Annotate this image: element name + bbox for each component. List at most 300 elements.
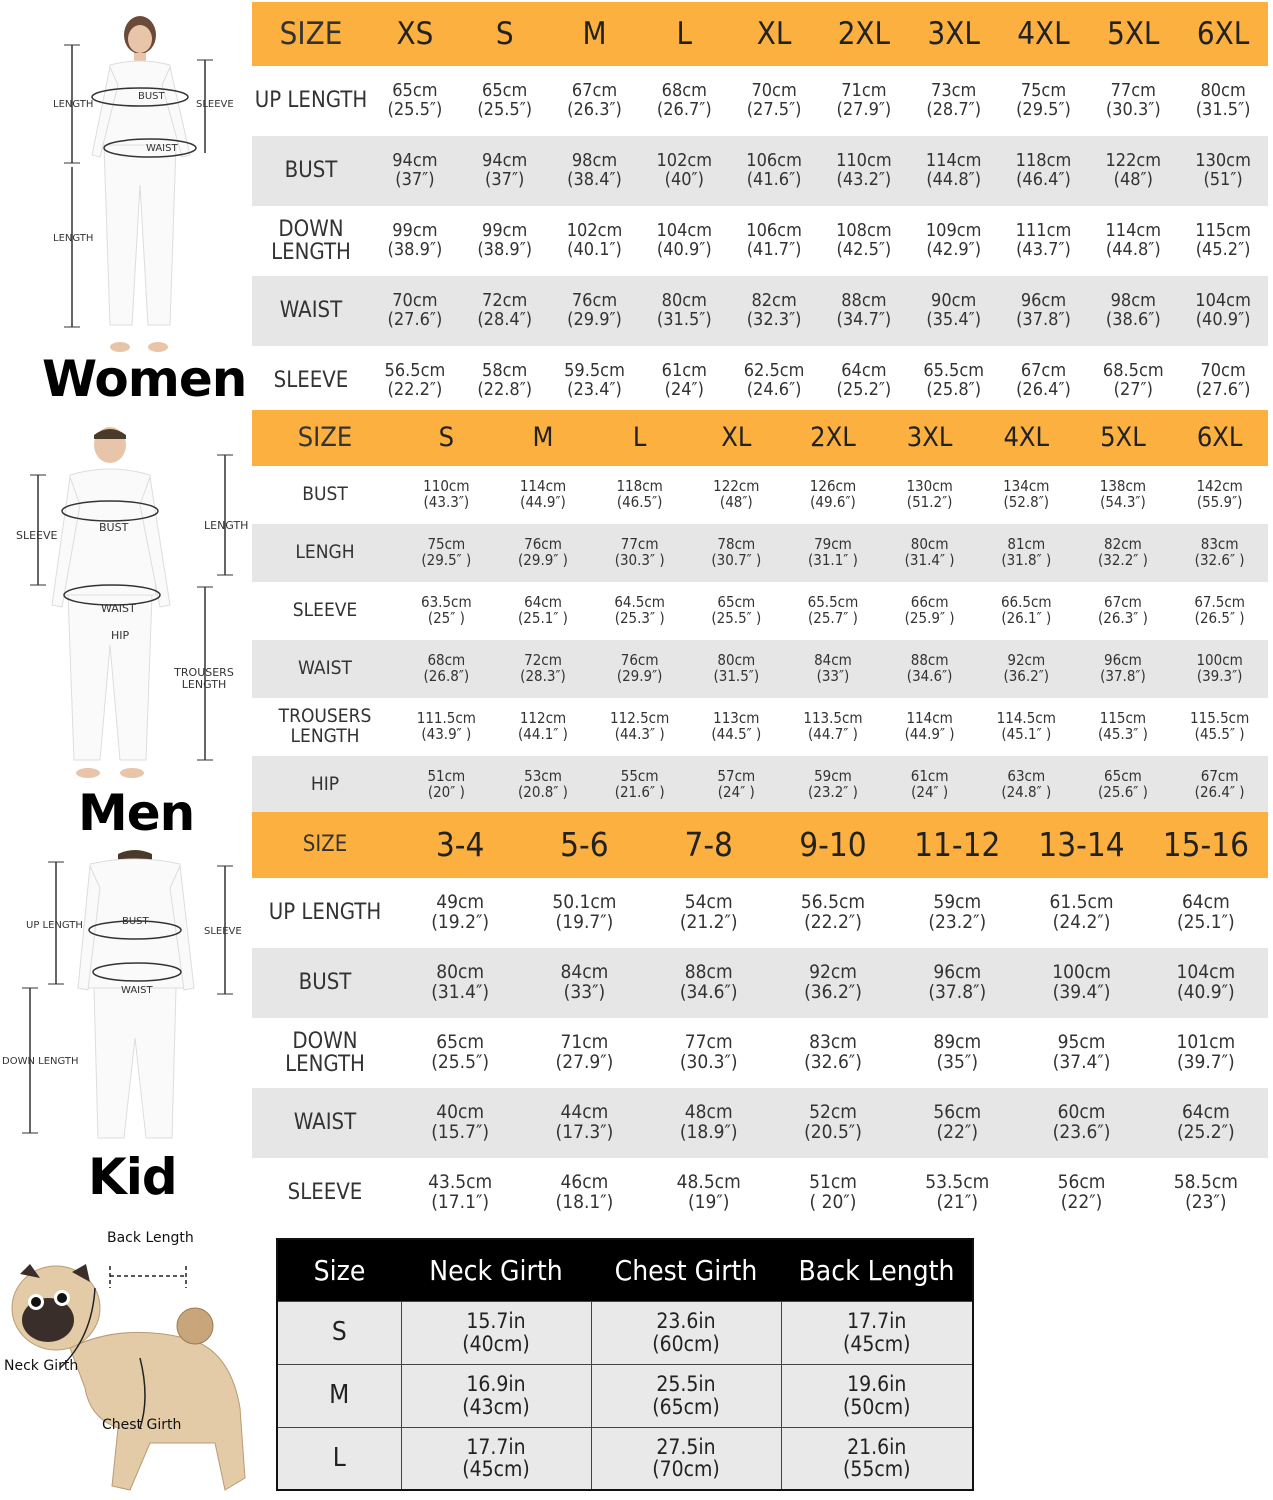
kid-bust-label: BUST <box>122 916 149 927</box>
imperial-value: (40.9″) <box>1176 981 1235 1003</box>
dog-back-length-label: Back Length <box>107 1230 194 1246</box>
metric-value: 63cm <box>1007 767 1046 786</box>
metric-value: 104cm <box>656 220 713 242</box>
metric-value: 67cm <box>571 80 618 102</box>
imperial-value: (26.5″ ) <box>1194 609 1245 627</box>
metric-value: 118cm <box>616 477 663 496</box>
imperial-value: (28.7″) <box>926 99 982 120</box>
table-row <box>252 756 1268 814</box>
imperial-value: (36.2″) <box>804 981 862 1003</box>
metric-value: 101cm <box>1176 1031 1236 1054</box>
table-cell <box>401 1427 591 1490</box>
imperial-value: (39.4″) <box>1052 981 1111 1003</box>
metric-value: 80cm <box>661 290 707 312</box>
men-label: Men <box>78 784 195 842</box>
metric-value: 111.5cm <box>416 709 476 728</box>
table-cell <box>639 276 729 346</box>
imperial-value: (38.9″) <box>477 239 533 260</box>
imperial-value: (29.9″) <box>567 309 622 330</box>
table-cell <box>401 1364 591 1427</box>
table-row <box>252 1018 1268 1088</box>
kid-up-length-label: UP LENGTH <box>26 920 83 931</box>
women-size-4xl: 4XL <box>999 2 1089 66</box>
imperial-value: 27.5in <box>656 1435 716 1460</box>
imperial-value: (18.1″) <box>555 1191 614 1213</box>
table-cell <box>1075 524 1172 582</box>
metric-value: 82cm <box>751 290 797 312</box>
metric-value: 64cm <box>1181 1101 1230 1124</box>
imperial-value: (30.3″) <box>1105 99 1161 120</box>
men-row-label: HIP <box>252 756 398 814</box>
imperial-value: (37.8″) <box>1016 309 1071 330</box>
metric-value: 122cm <box>1105 150 1162 172</box>
table-cell <box>909 276 999 346</box>
metric-value: 60cm <box>1057 1101 1106 1124</box>
metric-value: (60cm) <box>652 1331 720 1356</box>
metric-value: 126cm <box>809 477 857 496</box>
table-cell <box>688 698 785 756</box>
imperial-value: (25.5″) <box>387 99 443 120</box>
table-cell <box>785 756 882 814</box>
metric-value: 88cm <box>684 961 733 984</box>
imperial-value: (24″ ) <box>717 783 755 801</box>
imperial-value: (24″) <box>664 379 704 400</box>
metric-value: (55cm) <box>842 1457 911 1482</box>
table-cell <box>1019 878 1143 948</box>
table-cell <box>771 948 895 1018</box>
kid-size-header: SIZE <box>252 812 398 878</box>
imperial-value: (19″) <box>687 1191 730 1213</box>
table-row <box>277 1364 973 1427</box>
men-size-4xl: 4XL <box>978 410 1075 466</box>
dog-size-label: S <box>277 1301 401 1364</box>
table-cell <box>591 466 688 524</box>
metric-value: 64cm <box>1181 891 1230 914</box>
metric-value: 68.5cm <box>1102 360 1164 382</box>
table-cell <box>909 66 999 136</box>
table-cell <box>1088 346 1178 416</box>
imperial-value: (22″) <box>1060 1191 1103 1213</box>
men-size-6xl: 6XL <box>1171 410 1268 466</box>
imperial-value: (45.1″ ) <box>1001 725 1052 743</box>
women-waist-label: WAIST <box>146 143 178 154</box>
table-cell <box>688 466 785 524</box>
men-size-2xl: 2XL <box>785 410 882 466</box>
table-cell <box>647 1158 771 1228</box>
women-label: Women <box>42 350 247 408</box>
men-bust-label: BUST <box>99 521 129 534</box>
men-row-label: LENGH <box>252 524 398 582</box>
metric-value: 78cm <box>717 535 756 554</box>
imperial-value: 15.7in <box>466 1309 526 1334</box>
table-cell <box>1019 948 1143 1018</box>
metric-value: 64cm <box>841 360 887 382</box>
table-cell <box>978 524 1075 582</box>
metric-value: 82cm <box>1104 535 1142 554</box>
table-cell <box>460 136 550 206</box>
men-sleeve-label: SLEEVE <box>16 529 58 542</box>
kid-waist-label: WAIST <box>121 985 153 996</box>
men-row-label: BUST <box>252 466 398 524</box>
dog-size-label: L <box>277 1427 401 1490</box>
men-waist-label: WAIST <box>101 602 136 615</box>
imperial-value: (35.4″) <box>926 309 982 330</box>
women-row-label: BUST <box>252 136 370 206</box>
metric-value: 92cm <box>809 961 857 984</box>
metric-value: 49cm <box>436 891 485 914</box>
men-size-m: M <box>495 410 592 466</box>
table-cell <box>688 524 785 582</box>
imperial-value: (29.9″) <box>616 667 663 685</box>
imperial-value: (37.8″) <box>1100 667 1146 685</box>
kid-size-5-6: 5-6 <box>522 812 646 878</box>
metric-value: (40cm) <box>462 1331 530 1356</box>
metric-value: 100cm <box>1196 651 1243 670</box>
metric-value: 71cm <box>841 80 887 102</box>
imperial-value: (43.2″) <box>836 169 892 190</box>
table-cell <box>771 878 895 948</box>
imperial-value: (34.6″) <box>679 981 738 1003</box>
table-cell <box>639 66 729 136</box>
women-size-2xl: 2XL <box>819 2 909 66</box>
imperial-value: (29.5″) <box>1016 99 1071 120</box>
kid-size-15-16: 15-16 <box>1144 812 1268 878</box>
table-cell <box>999 66 1089 136</box>
dog-size-table <box>276 1238 974 1491</box>
imperial-value: (26.3″ ) <box>1097 609 1148 627</box>
imperial-value: (44.9″ ) <box>904 725 955 743</box>
metric-value: 115cm <box>1099 709 1147 728</box>
metric-value: 79cm <box>814 535 852 554</box>
imperial-value: (42.5″) <box>836 239 892 260</box>
table-cell <box>398 1088 522 1158</box>
metric-value: 67cm <box>1104 593 1142 612</box>
metric-value: 104cm <box>1195 290 1251 312</box>
metric-value: 61.5cm <box>1049 891 1114 914</box>
table-cell <box>398 698 495 756</box>
kid-size-table <box>252 812 1268 1228</box>
dog-column-header: Back Length <box>781 1239 973 1301</box>
metric-value: 102cm <box>656 150 713 172</box>
women-row-label: DOWN LENGTH <box>252 206 370 276</box>
table-cell <box>999 206 1089 276</box>
imperial-value: (19.7″) <box>555 911 614 933</box>
imperial-value: (38.9″) <box>387 239 443 260</box>
imperial-value: (51″) <box>1203 169 1243 190</box>
imperial-value: (43.3″) <box>423 493 470 511</box>
table-cell <box>591 582 688 640</box>
metric-value: 84cm <box>560 961 609 984</box>
imperial-value: (29.9″ ) <box>518 551 568 569</box>
table-cell <box>909 346 999 416</box>
men-row-label: WAIST <box>252 640 398 698</box>
metric-value: 71cm <box>560 1031 609 1054</box>
metric-value: 111cm <box>1015 220 1072 242</box>
table-row <box>252 640 1268 698</box>
table-row <box>252 582 1268 640</box>
table-cell <box>785 582 882 640</box>
table-cell <box>398 582 495 640</box>
kid-size-13-14: 13-14 <box>1019 812 1143 878</box>
table-cell <box>771 1018 895 1088</box>
table-cell <box>1088 206 1178 276</box>
imperial-value: (44.1″ ) <box>518 725 568 743</box>
table-cell <box>729 346 819 416</box>
imperial-value: (22.8″) <box>477 379 533 400</box>
imperial-value: (40.9″) <box>1195 309 1251 330</box>
metric-value: 67cm <box>1020 360 1067 382</box>
imperial-value: (25.1″) <box>1176 911 1235 933</box>
imperial-value: (29.5″ ) <box>421 551 472 569</box>
table-cell <box>398 640 495 698</box>
imperial-value: (17.1″) <box>431 1191 490 1213</box>
imperial-value: (52.8″) <box>1003 493 1050 511</box>
table-cell <box>522 948 646 1018</box>
imperial-value: (31.5″) <box>713 667 760 685</box>
metric-value: 72cm <box>524 651 562 670</box>
imperial-value: (25.6″ ) <box>1097 783 1148 801</box>
women-length-bottom-label: LENGTH <box>53 233 94 244</box>
table-cell <box>370 206 460 276</box>
table-cell <box>639 346 729 416</box>
table-row <box>277 1427 973 1490</box>
table-cell <box>495 640 592 698</box>
kid-size-9-10: 9-10 <box>771 812 895 878</box>
men-size-5xl: 5XL <box>1075 410 1172 466</box>
imperial-value: (23.2″) <box>928 911 987 933</box>
table-row <box>252 136 1268 206</box>
women-length-top-label: LENGTH <box>53 99 94 110</box>
table-cell <box>398 878 522 948</box>
kid-row-label: SLEEVE <box>252 1158 398 1228</box>
metric-value: 134cm <box>1003 477 1050 496</box>
table-cell <box>978 466 1075 524</box>
imperial-value: (21.6″ ) <box>614 783 665 801</box>
metric-value: 94cm <box>482 150 528 172</box>
metric-value: 70cm <box>392 290 438 312</box>
metric-value: 80cm <box>717 651 756 670</box>
table-cell <box>522 1018 646 1088</box>
metric-value: 65cm <box>392 80 438 102</box>
table-cell <box>591 1301 781 1364</box>
metric-value: 64cm <box>524 593 562 612</box>
metric-value: 115.5cm <box>1190 709 1250 728</box>
metric-value: 114cm <box>925 150 982 172</box>
imperial-value: (37″) <box>395 169 435 190</box>
metric-value: 77cm <box>684 1031 733 1054</box>
table-row <box>252 206 1268 276</box>
table-cell <box>522 1088 646 1158</box>
metric-value: 114cm <box>906 709 953 728</box>
metric-value: (45cm) <box>842 1331 911 1356</box>
table-cell <box>1075 466 1172 524</box>
metric-value: (70cm) <box>652 1457 720 1482</box>
table-cell <box>781 1427 973 1490</box>
metric-value: 113cm <box>713 709 760 728</box>
kid-label: Kid <box>88 1148 177 1206</box>
table-cell <box>1144 1088 1268 1158</box>
metric-value: 56cm <box>933 1101 982 1124</box>
table-cell <box>522 878 646 948</box>
imperial-value: (22.2″) <box>804 911 862 933</box>
metric-value: 114cm <box>1105 220 1162 242</box>
table-cell <box>370 276 460 346</box>
imperial-value: (27.5″) <box>746 99 802 120</box>
metric-value: 40cm <box>436 1101 485 1124</box>
metric-value: 114cm <box>519 477 567 496</box>
women-size-m: M <box>550 2 640 66</box>
imperial-value: (31.8″ ) <box>1001 551 1052 569</box>
metric-value: 59cm <box>814 767 852 786</box>
metric-value: 68cm <box>661 80 707 102</box>
table-cell <box>1075 756 1172 814</box>
table-cell <box>909 136 999 206</box>
imperial-value: (48″) <box>719 493 753 511</box>
metric-value: 51cm <box>809 1171 857 1194</box>
metric-value: (65cm) <box>652 1394 720 1419</box>
kid-row-label: DOWN LENGTH <box>252 1018 398 1088</box>
metric-value: 43.5cm <box>428 1171 493 1194</box>
dog-chest-girth-label: Chest Girth <box>102 1417 182 1433</box>
table-cell <box>647 1018 771 1088</box>
kid-sleeve-label: SLEEVE <box>204 926 242 937</box>
women-bust-label: BUST <box>138 91 165 102</box>
imperial-value: (25.9″ ) <box>904 609 955 627</box>
table-cell <box>688 756 785 814</box>
table-cell <box>550 346 640 416</box>
table-cell <box>398 1158 522 1228</box>
table-cell <box>495 582 592 640</box>
dog-figure <box>0 1228 260 1500</box>
kid-size-7-8: 7-8 <box>647 812 771 878</box>
imperial-value: (25.5″) <box>477 99 533 120</box>
imperial-value: (48″) <box>1113 169 1153 190</box>
imperial-value: (39.3″) <box>1196 667 1243 685</box>
table-cell <box>647 878 771 948</box>
table-cell <box>895 1018 1019 1088</box>
imperial-value: (40.9″) <box>656 239 712 260</box>
imperial-value: (44.9″) <box>520 493 566 511</box>
table-cell <box>639 206 729 276</box>
metric-value: 64.5cm <box>614 593 665 612</box>
women-sleeve-label: SLEEVE <box>196 99 234 110</box>
imperial-value: (25.8″) <box>926 379 982 400</box>
table-cell <box>550 136 640 206</box>
table-cell <box>1019 1088 1143 1158</box>
imperial-value: (26.4″) <box>1016 379 1071 400</box>
men-table-body <box>252 410 1268 814</box>
metric-value: 73cm <box>931 80 977 102</box>
table-cell <box>785 466 882 524</box>
dog-column-header: Size <box>277 1239 401 1301</box>
metric-value: 81cm <box>1007 535 1046 554</box>
imperial-value: (32.2″ ) <box>1097 551 1148 569</box>
men-length-label: LENGTH <box>204 519 249 532</box>
metric-value: 77cm <box>1110 80 1156 102</box>
table-row <box>252 698 1268 756</box>
imperial-value: (45.2″) <box>1195 239 1251 260</box>
imperial-value: 23.6in <box>656 1309 716 1334</box>
table-cell <box>1088 136 1178 206</box>
metric-value: 110cm <box>423 477 470 496</box>
table-cell <box>1171 756 1268 814</box>
table-cell <box>978 582 1075 640</box>
metric-value: 58.5cm <box>1173 1171 1238 1194</box>
metric-value: 56.5cm <box>800 891 866 914</box>
table-cell <box>729 276 819 346</box>
metric-value: 83cm <box>809 1031 857 1054</box>
table-row <box>252 948 1268 1018</box>
metric-value: 53.5cm <box>925 1171 990 1194</box>
imperial-value: (26.7″) <box>656 99 712 120</box>
imperial-value: (49.6″) <box>810 493 856 511</box>
women-size-table <box>252 2 1268 416</box>
imperial-value: (25″ ) <box>427 609 465 627</box>
table-cell <box>771 1158 895 1228</box>
table-cell <box>370 136 460 206</box>
table-cell <box>999 346 1089 416</box>
metric-value: 77cm <box>620 535 659 554</box>
imperial-value: (44.7″ ) <box>808 725 858 743</box>
table-cell <box>881 466 978 524</box>
metric-value: 76cm <box>524 535 562 554</box>
table-cell <box>819 136 909 206</box>
metric-value: 142cm <box>1196 477 1243 496</box>
table-cell <box>819 206 909 276</box>
dog-column-header: Chest Girth <box>591 1239 781 1301</box>
table-cell <box>881 756 978 814</box>
table-cell <box>495 466 592 524</box>
table-cell <box>591 640 688 698</box>
imperial-value: (26.1″ ) <box>1001 609 1052 627</box>
women-size-s: S <box>460 2 550 66</box>
metric-value: 72cm <box>482 290 528 312</box>
metric-value: (45cm) <box>462 1457 530 1482</box>
men-trousers-length-label: TROUSERS LENGTH <box>174 666 234 691</box>
metric-value: 88cm <box>841 290 887 312</box>
table-cell <box>999 276 1089 346</box>
table-row <box>252 466 1268 524</box>
table-cell <box>1144 948 1268 1018</box>
table-cell <box>591 756 688 814</box>
table-cell <box>460 206 550 276</box>
kid-figure <box>0 848 250 1148</box>
women-header-row <box>252 2 1268 66</box>
metric-value: 67cm <box>1200 767 1239 786</box>
women-size-xs: XS <box>370 2 460 66</box>
table-cell <box>881 698 978 756</box>
metric-value: 95cm <box>1057 1031 1106 1054</box>
imperial-value: (32.3″) <box>746 309 802 330</box>
metric-value: 98cm <box>571 150 618 172</box>
table-cell <box>495 524 592 582</box>
imperial-value: (45.5″ ) <box>1194 725 1245 743</box>
table-row <box>252 346 1268 416</box>
imperial-value: (38.6″) <box>1105 309 1161 330</box>
kid-silhouette <box>0 848 250 1148</box>
metric-value: 89cm <box>933 1031 982 1054</box>
imperial-value: 17.7in <box>466 1435 526 1460</box>
metric-value: 65cm <box>1104 767 1142 786</box>
women-row-label: UP LENGTH <box>252 66 370 136</box>
imperial-value: (33″) <box>563 981 606 1003</box>
table-cell <box>1171 524 1268 582</box>
table-cell <box>729 206 819 276</box>
metric-value: 90cm <box>931 290 977 312</box>
men-size-l: L <box>591 410 688 466</box>
imperial-value: (22.2″) <box>387 379 443 400</box>
table-cell <box>550 276 640 346</box>
